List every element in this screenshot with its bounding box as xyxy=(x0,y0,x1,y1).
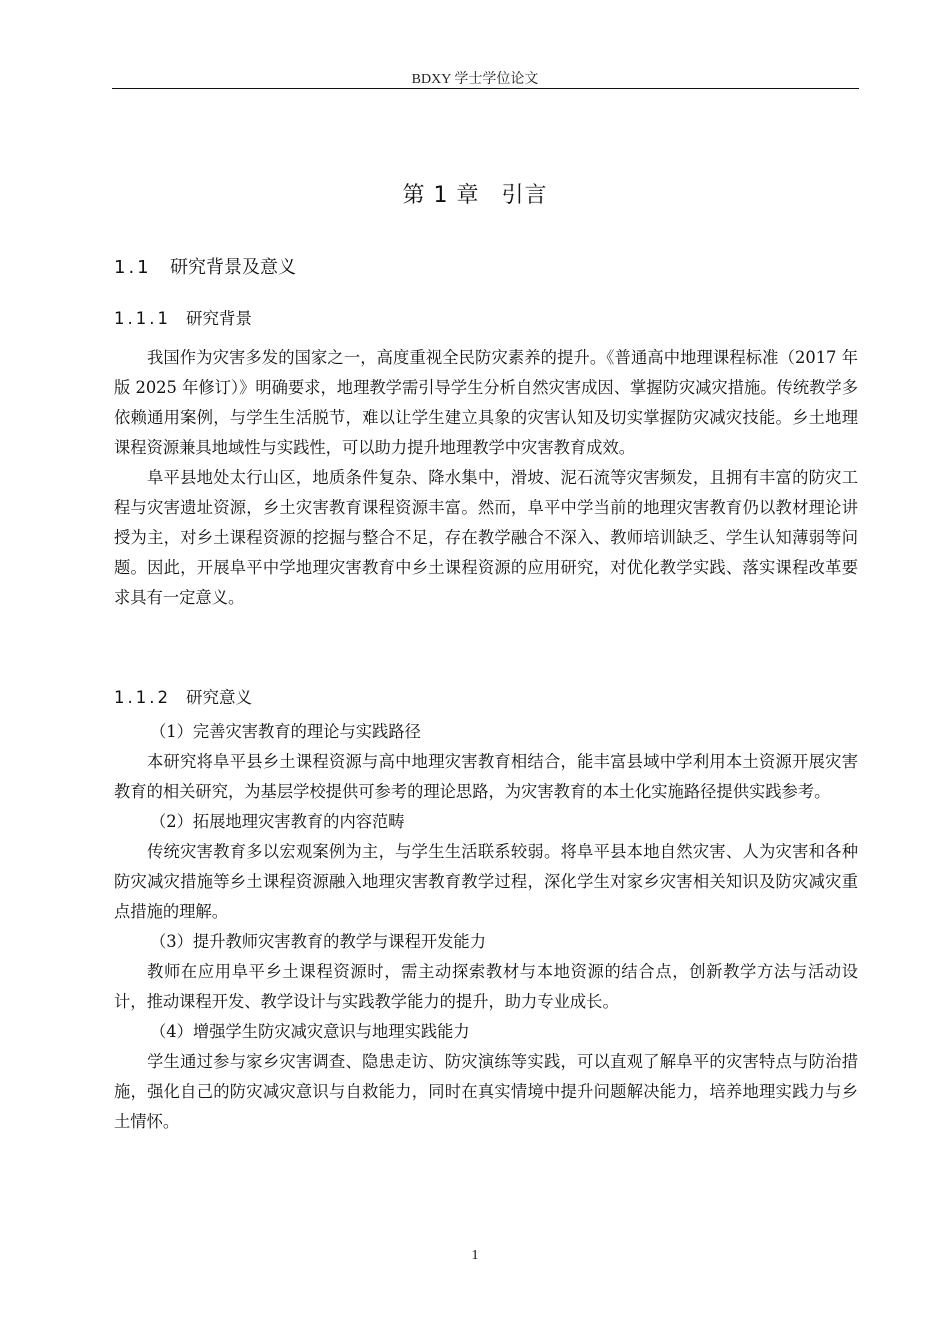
chapter-label: 第 1 章 xyxy=(402,183,480,208)
paragraph: 传统灾害教育多以宏观案例为主，与学生生活联系较弱。将阜平县本地自然灾害、人为灾害和各种防灾减灾措施等乡土课程资源融入地理灾害教育教学过程，深化学生对家乡灾害相关知识及防灾减灾重点措施的理解。 xyxy=(114,842,858,921)
significance-body xyxy=(114,717,858,1137)
paragraph: 教师在应用阜平乡土课程资源时，需主动探索教材与本地资源的结合点，创新教学方法与活动设计，推动课程开发、教学设计与实践教学能力的提升，助力专业成长。 xyxy=(114,962,858,1011)
paragraph: 本研究将阜平县乡土课程资源与高中地理灾害教育相结合，能丰富县域中学利用本土资源开展灾害教育的相关研究，为基层学校提供可参考的理论思路，为灾害教育的本土化实施路径提供实践参考。 xyxy=(114,752,858,801)
item-heading: （4）增强学生防灾减灾意识与地理实践能力 xyxy=(150,1022,470,1041)
chapter-name: 引言 xyxy=(501,183,548,208)
item-heading: （3）提升教师灾害教育的教学与课程开发能力 xyxy=(150,932,486,951)
section-number: 1.1 xyxy=(114,257,152,278)
paragraph: 我国作为灾害多发的国家之一，高度重视全民防灾素养的提升。《普通高中地理课程标准（2017 年版 2025 年修订）》明确要求，地理教学需引导学生分析自然灾害成因、掌握防灾减灾措施。传统教学多依赖通用案例，与学生生活脱节，难以让学生建立具象的灾害认知及切实掌握防灾减灾技能。乡土地理课程资源兼具地域性与实践性，可以助力提升地理教学中灾害教育成效。 xyxy=(114,348,858,457)
section-title: 研究背景及意义 xyxy=(170,257,296,278)
header-rule xyxy=(112,88,859,89)
subsection-title: 研究背景 xyxy=(186,309,252,328)
subsection-number: 1.1.1 xyxy=(114,309,171,328)
subsection-heading-background xyxy=(114,305,252,329)
chapter-title xyxy=(0,178,950,209)
running-header: BDXY 学士学位论文 xyxy=(411,72,539,87)
background-body xyxy=(114,343,858,613)
paragraph: 阜平县地处太行山区，地质条件复杂、降水集中，滑坡、泥石流等灾害频发，且拥有丰富的防灾工程与灾害遗址资源，乡土灾害教育课程资源丰富。然而，阜平中学当前的地理灾害教育仍以教材理论讲授为主，对乡土课程资源的挖掘与整合不足，存在教学融合不深入、教师培训缺乏、学生认知薄弱等问题。因此，开展阜平中学地理灾害教育中乡土课程资源的应用研究，对优化教学实践、落实课程改革要求具有一定意义。 xyxy=(114,468,858,607)
item-heading: （1）完善灾害教育的理论与实践路径 xyxy=(150,722,421,741)
subsection-heading-significance xyxy=(114,684,252,708)
paragraph: 学生通过参与家乡灾害调查、隐患走访、防灾演练等实践，可以直观了解阜平的灾害特点与防治措施，强化自己的防灾减灾意识与自救能力，同时在真实情境中提升问题解决能力，培养地理实践力与乡土情怀。 xyxy=(114,1052,858,1131)
subsection-number: 1.1.2 xyxy=(114,688,171,707)
page-number: 1 xyxy=(471,1248,479,1263)
subsection-title: 研究意义 xyxy=(186,688,252,707)
section-heading xyxy=(114,253,296,279)
item-heading: （2）拓展地理灾害教育的内容范畴 xyxy=(150,812,405,831)
